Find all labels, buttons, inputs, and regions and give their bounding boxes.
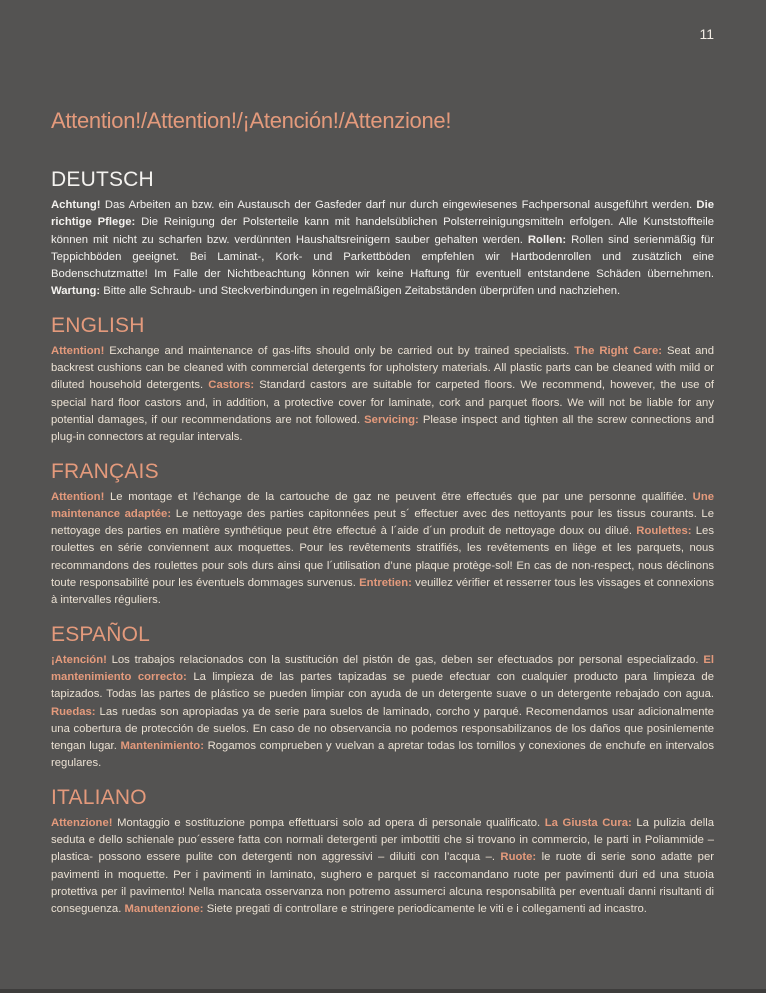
section-title-english: ENGLISH bbox=[51, 313, 145, 337]
section-deutsch bbox=[51, 168, 714, 301]
text-run: Rollen sind serienmäßig für Teppichböden geeignet. Bei Laminat-, Kork- und Parkettböden empfehlen wir Hartbodenrollen und zusätzlich eine Bodenschutzmatte! Im Falle der Nichtbeachtung können wir keine Haftung für eventuell entstandene Schäden übernehmen. bbox=[51, 233, 714, 281]
text-run: le ruote di serie sono adatte per pavimenti in moquette. Per i pavimenti in laminato, sughero e parquet si raccomandano ruote per pavimenti duri ed una stuoia protettiva per il pavimento! Nella mancata osservanza non potremo assumerci alcuna responsabilità per eventuali danni risultanti di conseguenza. bbox=[51, 851, 714, 916]
section-espanol bbox=[51, 623, 714, 773]
keyword-atencion: ¡Atención! bbox=[51, 653, 107, 666]
keyword-mantenimiento-correcto: El mantenimiento correcto: bbox=[51, 653, 714, 683]
text-run: Please inspect and tighten all the screw connections and plug-in connectors at regular intervals. bbox=[51, 413, 714, 444]
text-run: Montaggio e sostituzione pompa effettuarsi solo ad opera di personale qualificato. bbox=[112, 816, 545, 829]
keyword-attention: Attention! bbox=[51, 344, 105, 357]
section-francais bbox=[51, 460, 714, 610]
text-run: Les roulettes en série conviennent aux moquettes. Pour les revêtements stratifiés, les revêtements en liège et les parquets, nous recommandons des roulettes pour sols durs ainsi que l´utilisation d’une plaque protège-sol! En cas de non-respect, nous déclinons toute responsabilité pour les éventuels dommages survenus. bbox=[51, 525, 714, 590]
text-run: veuillez vérifier et resserrer tous les vissages et connexions à intervalles réguliers. bbox=[51, 577, 714, 607]
text-run: Das Arbeiten an bzw. ein Austausch der Gasfeder darf nur durch eingewiesenes Fachpersonal ausgeführt werden. bbox=[100, 199, 697, 211]
keyword-giusta-cura: La Giusta Cura: bbox=[544, 816, 632, 829]
keyword-achtung: Achtung! bbox=[51, 199, 101, 211]
section-title-francais: FRANÇAIS bbox=[51, 459, 159, 483]
keyword-wartung: Wartung: bbox=[51, 285, 101, 298]
text-run: La pulizia della seduta e dello schienale puo´essere fatta con normali detergenti per imbottiti che si trovano in commercio, le parti in Poliammide –plastica- possono essere pulite con detergenti non aggressivi – diluiti con l’acqua –. bbox=[51, 816, 714, 864]
keyword-ruedas: Ruedas: bbox=[51, 705, 96, 718]
text-run: Le montage et l’échange de la cartouche de gaz ne peuvent être effectués que par une personne qualifiée. bbox=[104, 490, 693, 503]
section-body-deutsch bbox=[51, 197, 714, 301]
section-body-english bbox=[51, 343, 714, 447]
keyword-maintenance: Une maintenance adaptée: bbox=[51, 490, 714, 520]
text-run: Le nettoyage des parties capitonnées peut s´ effectuer avec des nettoyants pour les tissus courants. Le nettoyage des parties en matière synthétique peut être effectué à l´aide d´un produit de nettoyage doux ou dilué. bbox=[51, 507, 714, 538]
keyword-attention-fr: Attention! bbox=[51, 490, 105, 503]
text-run: Die Reinigung der Polsterteile kann mit handelsüblichen Polsterreinigungsmitteln erfolgen. Alle Kunststoffteile können mit nicht zu scharfen bzw. verdünnten Haushaltsreinigern sauber gehalten werden. bbox=[51, 216, 715, 246]
section-body-francais bbox=[51, 489, 714, 610]
page-number: 11 bbox=[699, 26, 714, 42]
keyword-attenzione: Attenzione! bbox=[51, 816, 113, 829]
section-english bbox=[51, 314, 714, 447]
section-body-espanol bbox=[51, 652, 714, 773]
section-title-italiano: ITALIANO bbox=[51, 785, 147, 809]
text-run: La limpieza de las partes tapizadas se puede efectuar con cualquier producto para limpieza de tapizados. Todas las partes de plástico se pueden limpiar con ayuda de un detergente suave o un detergente rebajado con agua. bbox=[51, 670, 714, 701]
bottom-divider bbox=[0, 989, 766, 993]
section-title-deutsch: DEUTSCH bbox=[51, 168, 154, 191]
text-run: Exchange and maintenance of gas-lifts should only be carried out by trained specialists. bbox=[104, 344, 575, 357]
section-title-espanol: ESPAÑOL bbox=[51, 622, 151, 646]
text-run: Bitte alle Schraub- und Steckverbindungen in regelmäßigen Zeitabständen überprüfen und nachziehen. bbox=[100, 285, 621, 298]
keyword-roulettes: Roulettes: bbox=[636, 525, 692, 538]
text-run: Rogamos comprueben y vuelvan a apretar todas los tornillos y conexiones de enchufe en intervalos regulares. bbox=[51, 740, 714, 770]
keyword-castors: Castors: bbox=[208, 379, 255, 392]
keyword-mantenimiento: Mantenimiento: bbox=[120, 740, 204, 753]
keyword-entretien: Entretien: bbox=[359, 577, 412, 590]
keyword-pflege: Die richtige Pflege: bbox=[51, 199, 714, 229]
text-run: Siete pregati di controllare e stringere periodicamente le viti e i collegamenti ad incastro. bbox=[203, 903, 647, 916]
keyword-manutenzione: Manutenzione: bbox=[124, 903, 204, 916]
keyword-rollen: Rollen: bbox=[527, 233, 567, 246]
text-run: Standard castors are suitable for carpeted floors. We recommend, however, the use of special hard floor castors and, in addition, a protective cover for laminate, cork and parquet floors. We will not be liable for any potential damages, if our recommendations are not followed. bbox=[51, 379, 714, 426]
page-headline: Attention!/Attention!/¡Atención!/Attenzione! bbox=[51, 108, 452, 133]
text-run: Seat and backrest cushions can be cleaned with commercial detergents for upholstery materials. All plastic parts can be cleaned with mild or diluted household detergents. bbox=[51, 344, 714, 392]
content-area bbox=[51, 168, 714, 932]
keyword-servicing: Servicing: bbox=[364, 413, 419, 426]
section-body-italiano bbox=[51, 815, 714, 919]
keyword-right-care: The Right Care: bbox=[574, 344, 663, 357]
text-run: Las ruedas son apropiadas ya de serie para suelos de laminado, corcho y parqué. Recomendamos usar adicionalmente una cobertura de protección de suelos. En caso de no observancia no podemos responsabilizanos de los daños que posinlemente tengan lugar. bbox=[51, 705, 714, 753]
section-italiano bbox=[51, 786, 714, 919]
text-run: Los trabajos relacionados con la sustitución del pistón de gas, deben ser efectuados por personal especializado. bbox=[106, 653, 704, 666]
keyword-ruote: Ruote: bbox=[500, 851, 537, 864]
